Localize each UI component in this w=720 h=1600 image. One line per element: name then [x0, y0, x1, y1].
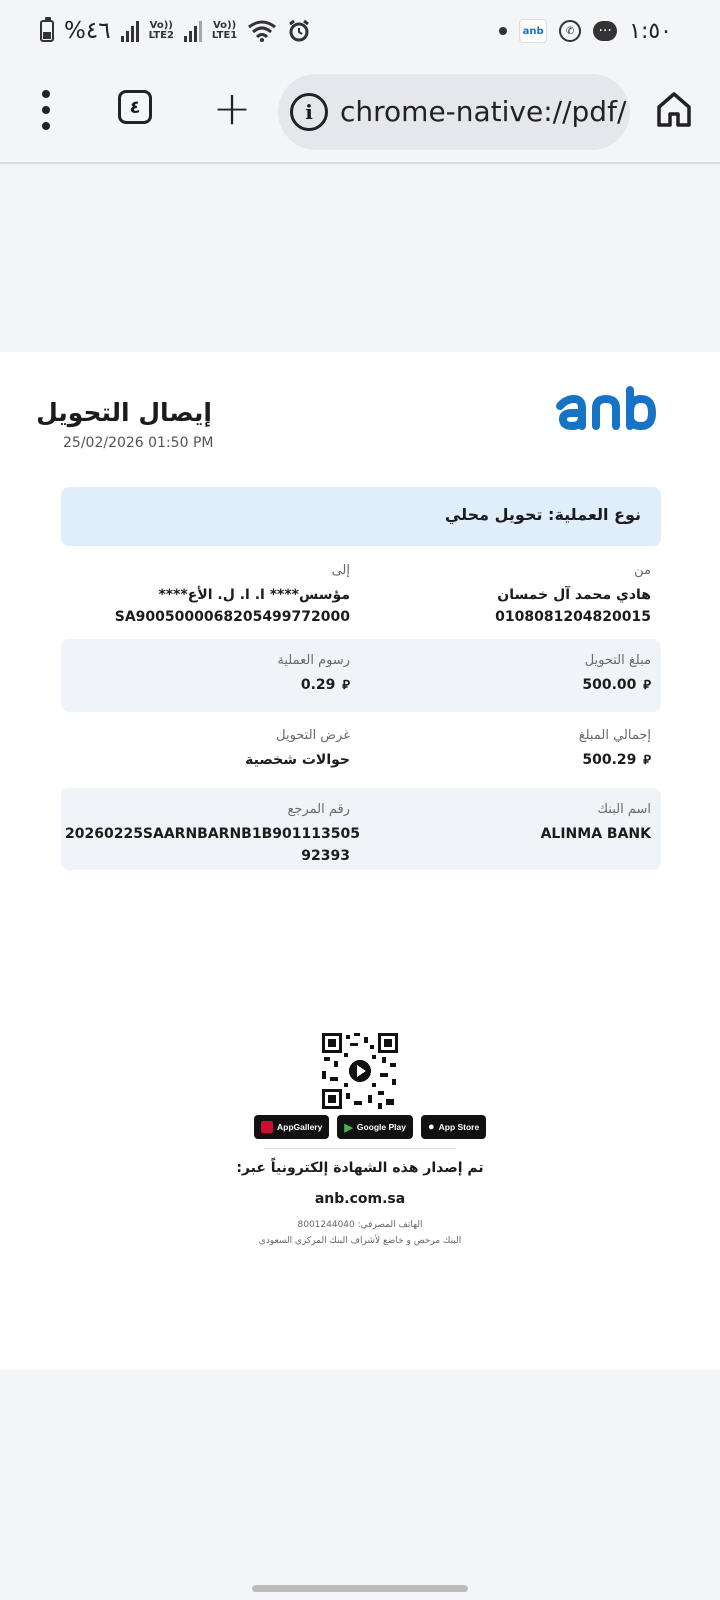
riyal-symbol: ⃁: [643, 678, 651, 693]
website-link[interactable]: anb.com.sa: [314, 1191, 406, 1207]
anb-notification-icon: anb: [519, 19, 547, 43]
receipt-title: إيصال التحويل: [36, 398, 212, 427]
tab-switcher-button[interactable]: ٤: [118, 90, 152, 124]
operation-type-banner: [61, 487, 661, 546]
from-cell: [371, 562, 651, 628]
clock: ١:٥٠: [629, 18, 672, 44]
reference-value-line2: 92393: [301, 848, 350, 864]
fees-value: ⃁ 0.29: [300, 677, 350, 693]
from-value: هادي محمد آل خمسان 0108081204820015: [495, 587, 651, 625]
purpose-cell: [65, 727, 350, 771]
amount-cell: [371, 652, 651, 697]
qr-code[interactable]: [322, 1033, 398, 1109]
browser-toolbar: [0, 62, 720, 164]
url-text[interactable]: chrome-native://pdf/: [340, 95, 627, 128]
riyal-symbol: ⃁: [342, 678, 350, 693]
play-icon: ▶: [344, 1121, 353, 1134]
home-icon[interactable]: [656, 90, 692, 128]
operation-type: نوع العملية: تحويل محلي: [444, 505, 641, 524]
to-iban: SA9005000068205499772000: [114, 609, 350, 625]
anb-logo: [552, 386, 660, 434]
lte2-label: Vo)) LTE2: [148, 20, 174, 41]
whatsapp-icon: ✆: [559, 20, 581, 42]
reference-label: رقم المرجع: [287, 802, 350, 817]
lte1-label: Vo)) LTE1: [211, 20, 238, 41]
google-play-badge[interactable]: ▶ Google Play: [337, 1115, 413, 1139]
signal-icon: [121, 20, 139, 42]
to-label: إلى: [331, 563, 350, 578]
fees-cell: [65, 652, 350, 697]
alarm-icon: [287, 19, 311, 43]
from-label: من: [634, 563, 651, 578]
status-right: [499, 16, 672, 46]
riyal-symbol: ⃁: [643, 753, 651, 768]
address-bar[interactable]: [278, 74, 630, 150]
amount-label: مبلغ التحويل: [584, 653, 651, 668]
home-gesture-bar[interactable]: [252, 1585, 468, 1592]
app-store-badges: [254, 1115, 486, 1139]
apple-icon: ●: [427, 1121, 435, 1133]
huawei-icon: [261, 1121, 273, 1133]
bank-value: ALINMA BANK: [540, 826, 651, 842]
bank-cell: [371, 801, 651, 845]
battery-percent: %٤٦: [64, 18, 111, 44]
bank-reference-row: [61, 788, 661, 870]
app-store-badge[interactable]: ● App Store: [421, 1115, 486, 1139]
to-name: مؤسس**** ا. ا. ل. الأع****: [158, 587, 350, 603]
messages-icon: ···: [593, 21, 617, 41]
footer-divider: [264, 1148, 456, 1149]
amount-value: ⃁ 500.00: [582, 677, 651, 693]
wifi-icon: [247, 19, 277, 43]
info-icon[interactable]: i: [290, 93, 328, 131]
to-cell: [65, 562, 350, 628]
reference-value-line1: 20260225SAARNBARNB1B901113505: [65, 826, 360, 842]
more-menu-button[interactable]: [28, 90, 64, 130]
notification-dot: [499, 27, 507, 35]
battery-icon: [40, 20, 54, 42]
receipt-date: 25/02/2026 01:50 PM: [63, 435, 214, 451]
status-bar: [0, 0, 720, 62]
new-tab-button[interactable]: +: [212, 81, 252, 135]
from-to-row: [61, 556, 661, 634]
phone-banking-text: الهاتف المصرفي: 8001244040: [297, 1220, 423, 1230]
total-cell: [371, 727, 651, 772]
fees-label: رسوم العملية: [277, 653, 350, 668]
purpose-label: غرض التحويل: [276, 728, 350, 743]
total-value: ⃁ 500.29: [582, 752, 651, 768]
status-left: [40, 14, 311, 48]
issued-via-text: تم إصدار هذه الشهادة إلكترونياً عبر:: [236, 1160, 484, 1176]
reference-cell: [65, 801, 360, 867]
purpose-value: حوالات شخصية: [245, 752, 350, 768]
regulation-text: البنك مرخص و خاضع لأشراف البنك المركزي السعودي: [258, 1236, 462, 1246]
total-purpose-row: [61, 714, 661, 786]
amount-fees-row: [61, 639, 661, 712]
bank-label: اسم البنك: [597, 802, 651, 817]
appgallery-badge[interactable]: AppGallery: [254, 1115, 329, 1139]
signal-icon: [184, 20, 202, 42]
total-label: إجمالي المبلغ: [578, 728, 651, 743]
